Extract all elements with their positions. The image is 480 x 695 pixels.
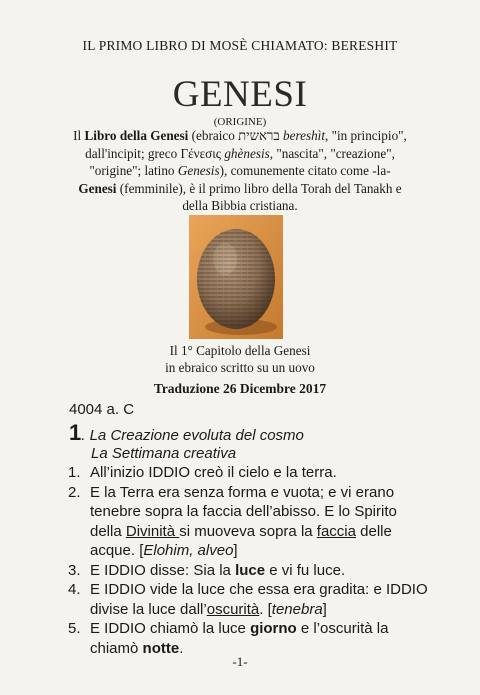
verse-text: E la Terra era senza forma e vuota; e vi erano tenebre sopra la faccia dell’abisso. E lo Spirito della — [90, 483, 397, 540]
verse-text: E IDDIO disse: Sia la — [90, 561, 236, 579]
translation-date: Traduzione 26 Dicembre 2017 — [153, 381, 327, 396]
verse-text: si muoveva sopra la — [179, 522, 317, 540]
verse-bold: notte — [142, 639, 180, 657]
verse-text: ] — [322, 600, 327, 618]
intro-text: Il — [73, 128, 85, 143]
intro-bold-book: Libro della Genesi — [84, 128, 189, 143]
intro-text: ), comunemente citato come -la- — [219, 163, 391, 178]
intro-text: , "in principio", dall'incipit; greco Γένεσις — [85, 128, 407, 161]
verse-bold: giorno — [250, 620, 297, 637]
caption-line: Il 1° Capitolo della Genesi — [169, 343, 311, 358]
section-heading: La Settimana creativa — [91, 445, 237, 462]
intro-italic: ghènesis — [224, 145, 270, 161]
verse-list — [68, 463, 428, 658]
verse-item — [68, 483, 428, 561]
chapter-number: 1 — [69, 420, 82, 445]
engraved-egg-image — [189, 215, 283, 339]
verse-item — [68, 561, 428, 581]
verse-italic: tenebra — [271, 600, 323, 618]
intro-text: (ebraico — [188, 128, 239, 143]
verse-number: 4. — [68, 581, 81, 598]
page-title: GENESI — [172, 74, 308, 115]
verse-text: ] — [233, 542, 238, 559]
verse-text: . — [179, 639, 184, 657]
verse-number: 3. — [68, 561, 81, 579]
intro-italic: Genesis — [177, 163, 220, 178]
verse-text: e vi fu luce. — [265, 561, 346, 579]
page-subtitle: (ORIGINE) — [213, 116, 267, 128]
caption-line: in ebraico scritto su un uovo — [165, 360, 315, 375]
verse-text: e l’oscurità la chiamò — [90, 620, 389, 657]
verse-underline: faccia — [316, 522, 356, 540]
verse-number: 2. — [68, 483, 81, 501]
verse-text: All’inizio IDDIO creò il cielo e la terra. — [90, 464, 337, 481]
verse-text: E IDDIO chiamò la luce — [90, 620, 251, 637]
page-number: -1- — [232, 654, 248, 669]
verse-bold: luce — [235, 561, 266, 579]
verse-item — [68, 463, 428, 483]
egg-icon — [189, 215, 283, 339]
verse-text: . [ — [259, 600, 272, 618]
verse-text: E IDDIO vide la luce che essa era gradita: e IDDIO divise la luce dall’ — [90, 581, 428, 618]
verse-underline: oscurità — [206, 600, 260, 618]
intro-italic: bereshìt — [283, 128, 326, 143]
chapter-title: La Creazione evoluta del cosmo — [85, 427, 304, 444]
verse-item — [68, 580, 428, 619]
verse-text: delle acque. [ — [90, 522, 392, 559]
intro-text: (femminile), è il primo libro della Torah del Tanakh e della Bibbia cristiana. — [116, 180, 402, 213]
intro-bold-genesi: Genesi — [78, 180, 117, 196]
intro-text: , "nascita", "creazione", "origine"; latino — [89, 145, 395, 178]
verse-italic: Elohim, alveo — [143, 542, 234, 559]
verse-item — [68, 619, 428, 658]
era-date: 4004 a. C — [69, 401, 135, 418]
page-header: IL PRIMO LIBRO DI MOSÈ CHIAMATO: BERESHIT — [82, 38, 398, 53]
verse-underline: Divinità — [125, 522, 180, 540]
verse-number: 1. — [68, 464, 81, 481]
chapter-dot: . — [81, 427, 86, 444]
image-caption — [100, 342, 380, 376]
intro-hebrew: בראשית — [238, 128, 280, 143]
intro-paragraph — [70, 127, 410, 215]
chapter-heading — [69, 420, 304, 446]
verse-number: 5. — [68, 620, 81, 637]
